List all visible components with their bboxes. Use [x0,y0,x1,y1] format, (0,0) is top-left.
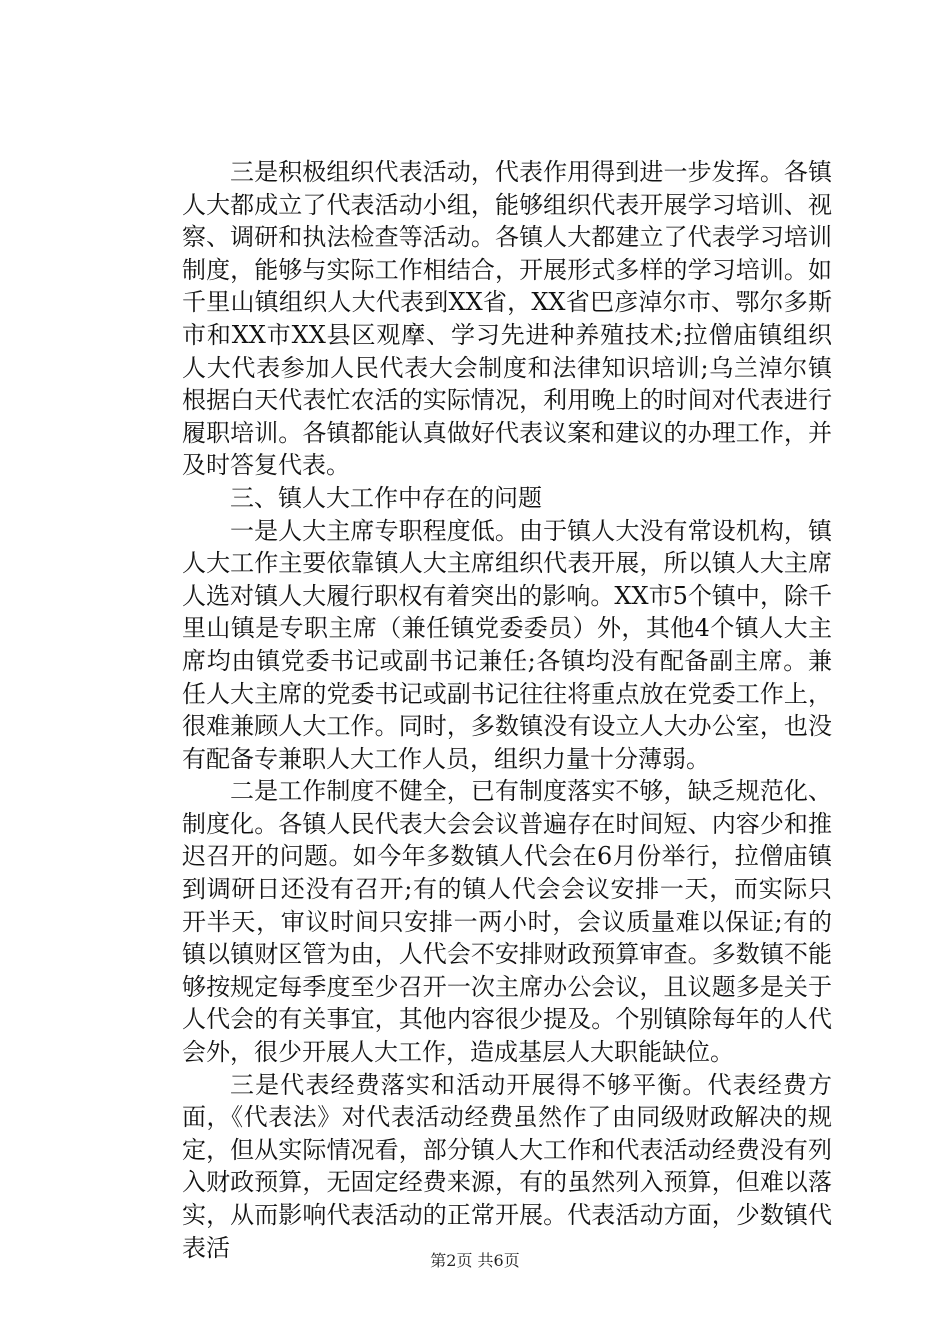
paragraph-work-system: 二是工作制度不健全，已有制度落实不够，缺乏规范化、制度化。各镇人民代表大会会议普遍存在时间短、内容少和推迟召开的问题。如今年多数镇人代会在6月份举行，拉僧庙镇到调研日还没有召开;有的镇人代会会议安排一天，而实际只开半天，审议时间只安排一两小时，会议质量难以保证;有的镇以镇财区管为由，人代会不安排财政预算审查。多数镇不能够按规定每季度至少召开一次主席办公会议，且议题多是关于人代会的有关事宜，其他内容很少提及。个别镇除每年的人代会外，很少开展人大工作，造成基层人大职能缺位。 [182,777,832,1067]
paragraph-representative-activities: 三是积极组织代表活动，代表作用得到进一步发挥。各镇人大都成立了代表活动小组，能够组织代表开展学习培训、视察、调研和执法检查等活动。各镇人大都建立了代表学习培训制度，能够与实际工作相结合，开展形式多样的学习培训。如千里山镇组织人大代表到XX省，XX省巴彦淖尔市、鄂尔多斯市和XX市XX县区观摩、学习先进种养殖技术;拉僧庙镇组织人大代表参加人民代表大会制度和法律知识培训;乌兰淖尔镇根据白天代表忙农活的实际情况，利用晚上的时间对代表进行履职培训。各镇都能认真做好代表议案和建议的办理工作，并及时答复代表。 [182,158,832,480]
paragraph-funding-balance: 三是代表经费落实和活动开展得不够平衡。代表经费方面，《代表法》对代表活动经费虽然作了由同级财政解决的规定，但从实际情况看，部分镇人大工作和代表活动经费没有列入财政预算，无固定经费来源，有的虽然列入预算，但难以落实，从而影响代表活动的正常开展。代表活动方面，少数镇代表活 [182,1070,832,1262]
page-footer: 第2页 共6页 [430,1251,520,1270]
paragraph-chairman-fulltime: 一是人大主席专职程度低。由于镇人大没有常设机构，镇人大工作主要依靠镇人大主席组织代表开展，所以镇人大主席人选对镇人大履行职权有着突出的影响。XX市5个镇中，除千里山镇是专职主席（兼任镇党委委员）外，其他4个镇人大主席均由镇党委书记或副书记兼任;各镇均没有配备副主席。兼任人大主席的党委书记或副书记往往将重点放在党委工作上，很难兼顾人大工作。同时，多数镇没有设立人大办公室，也没有配备专兼职人大工作人员，组织力量十分薄弱。 [182,516,832,773]
document-body [182,156,832,1264]
section-heading-problems: 三、镇人大工作中存在的问题 [230,483,542,512]
